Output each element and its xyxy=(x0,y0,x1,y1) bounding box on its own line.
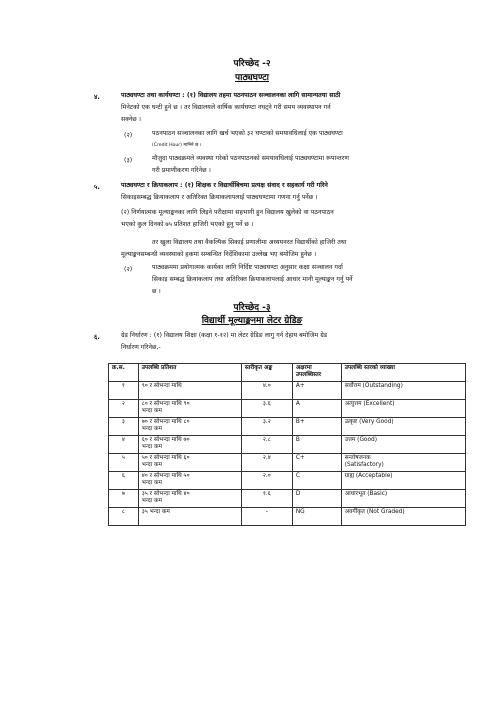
cell-letter-grade: C+ xyxy=(292,454,341,472)
para-6-number: ६. xyxy=(94,333,100,341)
table-row xyxy=(109,382,466,400)
para-4-sub-2-number: (२) xyxy=(124,132,133,139)
cell-percentage-line-1: ६० र सोभन्दा माथि ७० xyxy=(141,437,190,443)
table-row xyxy=(109,490,466,508)
cell-grade-point: १.६ xyxy=(241,490,292,508)
cell-serial: ६ xyxy=(109,472,139,490)
cell-grade-point: ४.० xyxy=(241,382,292,400)
cell-description-line-2: (Satisfactory) xyxy=(344,462,384,468)
cell-grade-point: २.० xyxy=(241,472,292,490)
table-row xyxy=(109,400,466,418)
cell-percentage-line-1: ७० र सोभन्दा माथि ८० xyxy=(141,419,190,425)
column-header-serial: क्र.स. xyxy=(109,364,139,382)
para-6-line-2: निर्धारण गरिनेछ,- xyxy=(121,344,161,351)
cell-percentage xyxy=(138,436,241,454)
para-5-line-3: (२) निर्णयात्मक मूल्याङ्कनका लागि लिइने परीक्षामा सहभागी हुन विद्यालय खुलेको वा पठनपाठन xyxy=(121,209,334,216)
cell-serial: ४ xyxy=(109,436,139,454)
cell-grade-point: २.४ xyxy=(241,454,292,472)
para-5-line-1: पाठ्यघण्टा र क्रियाकलाप : (१) शिक्षक र विद्यार्थीबिचमा प्रत्यक्ष संवाद र सहकार्य गरी गरिने xyxy=(121,182,328,189)
cell-description: आधारभूत (Basic) xyxy=(341,490,465,508)
para-4-line-2: मिनेटको एक घन्टी हुने छ । तर विद्यालयले वार्षिक कार्यघण्टा नघट्ने गरी समय व्यवस्थापन गर्न xyxy=(121,104,331,111)
cell-serial: ८ xyxy=(109,508,139,526)
cell-letter-grade: A+ xyxy=(292,382,341,400)
cell-grade-point: २.८ xyxy=(241,436,292,454)
cell-percentage xyxy=(138,418,241,436)
para-5-sub-2-number: (२) xyxy=(124,266,133,273)
cell-letter-grade: B+ xyxy=(292,418,341,436)
para-4-sub-3-line-1: मौजुदा पाठ्यक्रमले व्यवस्था गरेको पठनपाठनको समयावधिलाई पाठ्यघण्टामा रूपान्तरण xyxy=(152,155,349,162)
cell-percentage xyxy=(138,400,241,418)
column-header-grade-point: स्तरीकृत अङ्क xyxy=(241,364,292,382)
cell-percentage-line-2: भन्दा कम xyxy=(141,498,162,504)
para-5-line-6: मूल्याङ्कनसम्बन्धी व्यवस्थाको हकमा सम्बन्धित निर्देशिकामा उल्लेख भए बमोजिम हुनेछ । xyxy=(121,251,317,258)
cell-percentage-line-1: ९० र सोभन्दा माथि xyxy=(141,383,182,389)
para-4-number: ४. xyxy=(94,93,100,101)
para-4-sub-3-number: (३) xyxy=(124,157,133,164)
cell-description: सर्वोत्तम (Outstanding) xyxy=(341,382,465,400)
cell-description: अवर्गीकृत (Not Graded) xyxy=(341,508,465,526)
para-5-number: ५. xyxy=(94,183,100,191)
chapter-2-title: पाठ्यघण्टा xyxy=(235,73,269,83)
para-5-line-2: सिकाइसम्बद्ध क्रियाकलाप र अतिरिक्त क्रियाकलापलाई पाठ्यघण्टामा गणना गर्नु पर्नेछ । xyxy=(121,194,318,201)
table-row xyxy=(109,436,466,454)
cell-percentage-line-2: भन्दा कम xyxy=(141,426,162,432)
para-4-sub-2-line-2: (Credit Hour) मानिने छ । xyxy=(152,143,202,148)
cell-letter-grade: B xyxy=(292,436,341,454)
cell-serial: ३ xyxy=(109,418,139,436)
table-row xyxy=(109,508,466,526)
cell-description: ग्राह्य (Acceptable) xyxy=(341,472,465,490)
cell-description: उत्कृष्ट (Very Good) xyxy=(341,418,465,436)
para-5-sub-2-line-3: छ । xyxy=(152,288,161,295)
cell-percentage-line-2: भन्दा कम xyxy=(141,462,162,468)
cell-percentage-line-2: भन्दा कम xyxy=(141,480,162,486)
cell-percentage-line-1: ५० र सोभन्दा माथि ६० xyxy=(141,455,190,461)
column-header-description: उपलब्धि स्तरको व्याख्या xyxy=(341,364,465,382)
para-5-sub-2-line-2: सिकाइ सम्बद्ध क्रियाकलाप तथा अतिरिक्त क्रियाकलापलाई आधार मानी मूल्याङ्कन गर्नु पर्ने xyxy=(152,276,353,283)
cell-percentage-line-1: ३५ र सोभन्दा माथि ४० xyxy=(141,491,190,497)
cell-grade-point: ३.२ xyxy=(241,418,292,436)
column-header-percentage: उपलब्धि प्रतिशत xyxy=(138,364,241,382)
para-4-sub-2-line-1: पठनपाठन सञ्चालनका लागि खर्च भएको ३२ घण्टाको समयावधिलाई एक पाठ्यघण्टा xyxy=(152,130,343,137)
cell-letter-grade: NG xyxy=(292,508,341,526)
cell-percentage xyxy=(138,382,241,400)
cell-percentage xyxy=(138,508,241,526)
para-5-line-4: भएको कुल दिनको ७५ प्रतिशत हाजिरी भएको हुनु पर्ने छ । xyxy=(121,221,254,228)
cell-letter-grade: D xyxy=(292,490,341,508)
cell-description: अत्युत्तम (Excellent) xyxy=(341,400,465,418)
cell-percentage xyxy=(138,490,241,508)
cell-percentage-line-1: ४० र सोभन्दा माथि ५० xyxy=(141,473,190,479)
chapter-3-title: विद्यार्थी मूल्याङ्कनमा लेटर ग्रेडिङ xyxy=(201,316,303,326)
cell-serial: १ xyxy=(109,382,139,400)
cell-description: उत्तम (Good) xyxy=(341,436,465,454)
cell-serial: २ xyxy=(109,400,139,418)
cell-percentage-line-1: ८० र सोभन्दा माथि ९० xyxy=(141,401,190,407)
chapter-3-heading: परिच्छेद -३ xyxy=(233,303,271,313)
cell-percentage xyxy=(138,454,241,472)
table-header-row xyxy=(109,364,466,382)
para-4-line-3: सक्नेछ । xyxy=(121,116,142,123)
column-header-letter-grade: अक्षरमा उपलब्धिस्तर xyxy=(292,364,341,382)
para-4-sub-3-line-2: गरी प्रमाणीकरण गरिनेछ । xyxy=(152,167,211,174)
cell-description xyxy=(341,454,465,472)
cell-percentage-line-2: भन्दा कम xyxy=(141,444,162,450)
grade-table xyxy=(108,363,466,526)
cell-percentage-line-2: भन्दा कम xyxy=(141,408,162,414)
cell-letter-grade: C xyxy=(292,472,341,490)
para-6-line-1: ग्रेड निर्धारण : (१) विद्यालय शिक्षा (कक्षा १-१२) मा लेटर ग्रेडिङ लागु गर्न देहाय बमोजिम ग्रेड xyxy=(121,332,328,339)
cell-grade-point: ३.६ xyxy=(241,400,292,418)
cell-serial: ७ xyxy=(109,490,139,508)
cell-grade-point: - xyxy=(241,508,292,526)
table-row xyxy=(109,454,466,472)
para-5-sub-2-line-1: पाठ्यक्रममा प्रयोगात्मक कार्यका लागि निर्दिष्ट पाठ्यघण्टा अनुसार कक्षा सञ्चालन गर्दा xyxy=(152,264,343,271)
cell-percentage xyxy=(138,472,241,490)
table-row xyxy=(109,418,466,436)
cell-letter-grade: A xyxy=(292,400,341,418)
para-4-line-1: पाठ्यघण्टा तथा कार्यघण्टा : (१) विद्यालय तहमा पठनपाठन सञ्चालनका लागि सामान्यतया साठी xyxy=(121,92,341,99)
table-row xyxy=(109,472,466,490)
para-5-line-5: तर खुला विद्यालय तथा वैकल्पिक सिकाई प्रणालीमा अध्ययनरत विद्यार्थीको हाजिरी तथा xyxy=(152,239,347,246)
cell-percentage-line-1: ३५ भन्दा कम xyxy=(141,509,170,515)
cell-description-line-1: सन्तोषजनक xyxy=(344,455,371,461)
cell-serial: ५ xyxy=(109,454,139,472)
chapter-2-heading: परिच्छेद -२ xyxy=(233,59,271,69)
